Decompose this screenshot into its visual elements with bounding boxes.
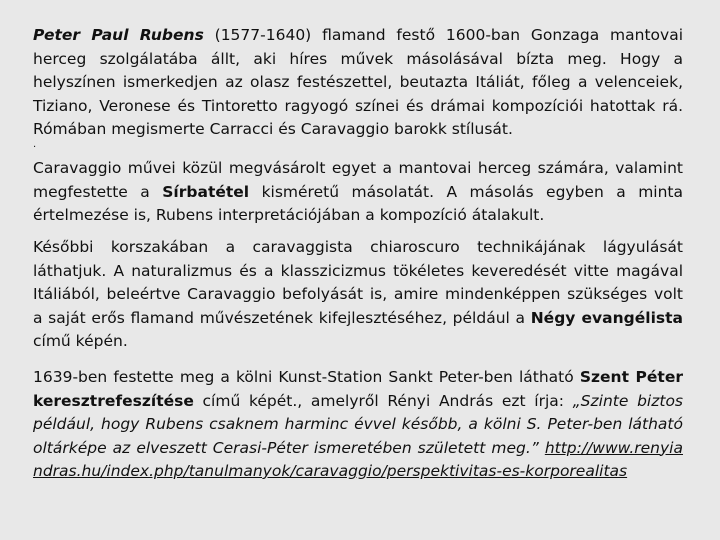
renyi-quote: „Szinte biztos például, hogy Rubens csaknem harminc évvel később, a kölni S. Peter-ben látható oltárképe az elveszett Cerasi-Péter ismeretében született meg.” <box>33 391 683 457</box>
p2-text-b: kisméretű másolatát. A másolás egyben a minta értelmezése is, Rubens interpretációjában a kompozíció átalakult. <box>33 182 683 224</box>
separator-dot: . <box>33 139 37 150</box>
p4-text-b: című képét., amelyről Rényi András ezt írja: <box>193 391 573 410</box>
artist-name: Peter Paul Rubens <box>33 26 204 44</box>
paragraph-szent-peter <box>33 366 683 484</box>
p3-text-b: című képén. <box>33 332 128 350</box>
intro-text: (1577-1640) flamand festő 1600-ban Gonzaga mantovai herceg szolgálatába állt, aki híres művek másolásával bízta meg. Hogy a helyszínen ismerkedjen az olasz festészettel, beutazta Itáliát, főleg a velenceiek, Tiziano, Veronese és Tintoretto ragyogó színei és drámai kompozíciói hatottak rá. Rómában megismerte Carracci és Caravaggio barokk stílusát. <box>33 26 684 138</box>
paragraph-caravaggio <box>33 157 683 228</box>
artwork-title-sirbatetel: Sírbatétel <box>162 182 250 201</box>
source-link[interactable]: http://www.renyiandras.hu/index.php/tanulmanyok/caravaggio/perspektivitas-es-korporealitas <box>33 438 683 480</box>
paragraph-later-period <box>33 236 683 354</box>
p4-text-a: 1639-ben festette meg a kölni Kunst-Station Sankt Peter-ben látható <box>33 368 580 386</box>
artwork-title-szent-peter: Szent Péter keresztrefeszítése <box>33 368 683 410</box>
paragraph-intro <box>33 24 683 142</box>
artwork-title-negy-evangelista: Négy evangélista <box>530 308 683 327</box>
p2-text-a: Caravaggio művei közül megvásárolt egyet a mantovai herceg számára, valamint megfestette a <box>33 159 683 201</box>
p3-text-a: Későbbi korszakában a caravaggista chiaroscuro technikájának lágyulását láthatjuk. A naturalizmus és a klasszicizmus tökéletes keveredését vitte magával Itáliából, beleértve Caravaggio befolyását is, amire mindenképpen szükséges volt a saját erős flamand művészetének kifejlesztéséhez, például a <box>33 238 683 327</box>
